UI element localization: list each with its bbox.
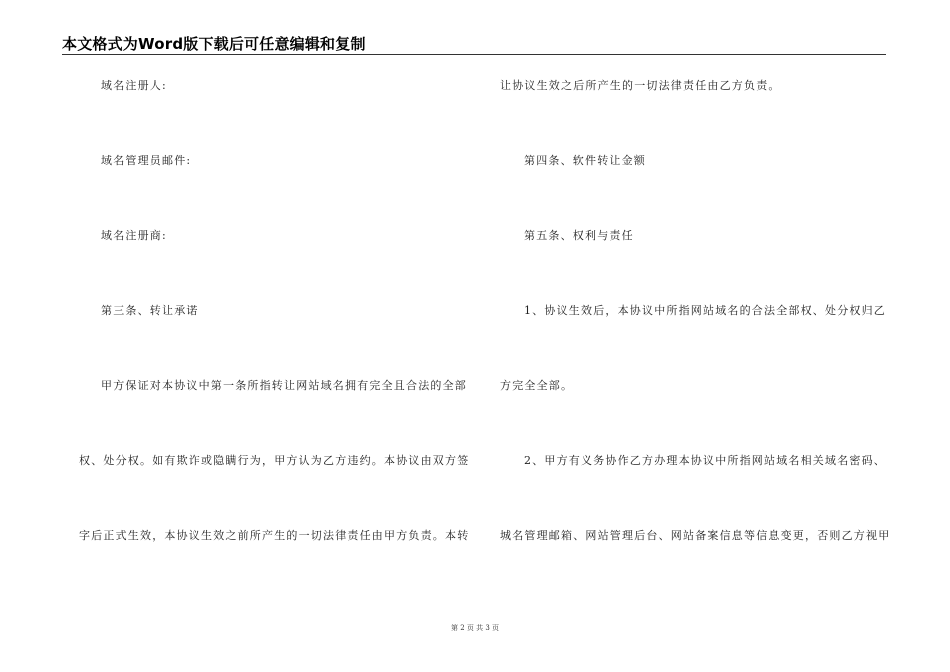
left-line-3: 域名注册商:	[101, 229, 167, 242]
left-line-2: 域名管理员邮件:	[101, 154, 192, 167]
header-divider	[62, 54, 886, 55]
document-header-title: 本文格式为Word版下载后可任意编辑和复制	[62, 35, 366, 53]
right-line-2: 第四条、软件转让金额	[524, 154, 646, 167]
left-line-7: 字后正式生效，本协议生效之前所产生的一切法律责任由甲方负责。本转	[79, 529, 470, 542]
left-line-5: 甲方保证对本协议中第一条所指转让网站域名拥有完全且合法的全部	[101, 379, 467, 392]
left-line-1: 域名注册人:	[101, 79, 167, 92]
page-number: 第 2 页 共 3 页	[450, 624, 500, 632]
right-line-1: 让协议生效之后所产生的一切法律责任由乙方负责。	[500, 79, 781, 92]
left-line-6: 权、处分权。如有欺诈或隐瞒行为，甲方认为乙方违约。本协议由双方签	[79, 454, 470, 467]
left-line-4: 第三条、转让承诺	[101, 304, 199, 317]
right-line-7: 城名管理邮箱、网站管理后台、网站备案信息等信息变更，否则乙方视甲	[500, 529, 891, 542]
right-line-5: 方完全全部。	[500, 379, 574, 392]
right-line-6: 2、甲方有义务协作乙方办理本协议中所指网站域名相关域名密码、	[524, 454, 886, 467]
right-line-4: 1、协议生效后，本协议中所指网站域名的合法全部权、处分权归乙	[524, 304, 886, 317]
right-line-3: 第五条、权利与责任	[524, 229, 634, 242]
